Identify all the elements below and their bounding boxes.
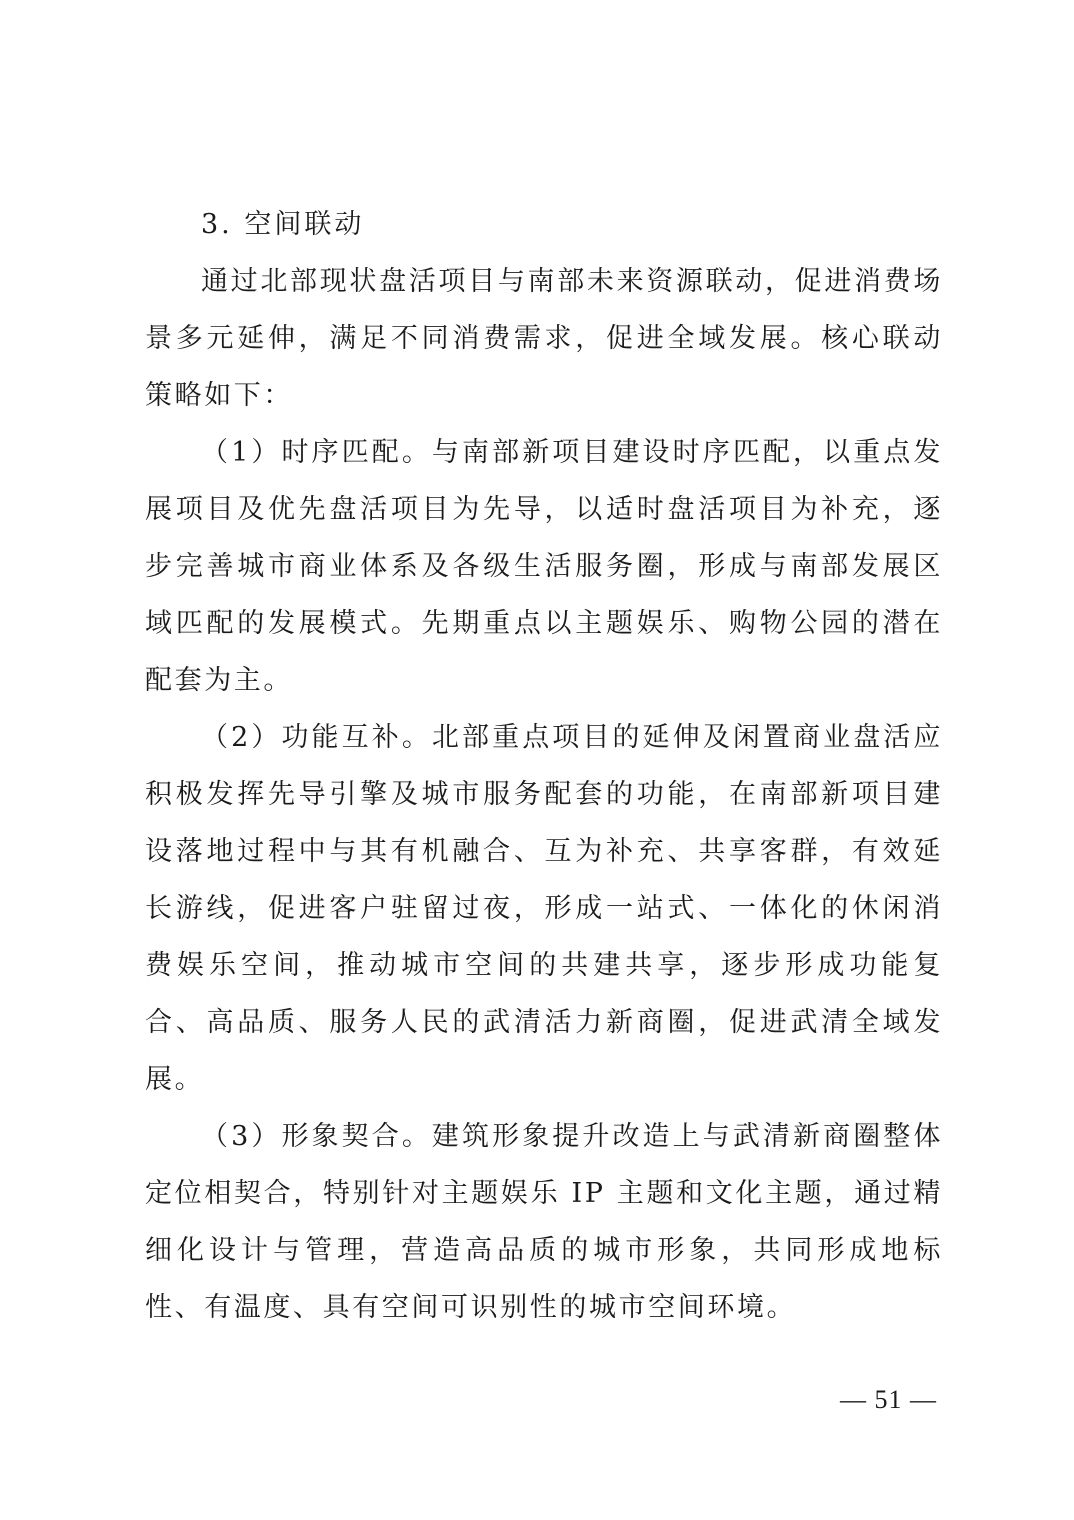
strategy-paragraph-timing: （1）时序匹配。与南部新项目建设时序匹配，以重点发展项目及优先盘活项目为先导，以适时盘活项目为补充，逐步完善城市商业体系及各级生活服务圈，形成与南部发展区域匹配的发展模式。先期重点以主题娱乐、购物公园的潜在配套为主。 [145, 437, 943, 696]
strategy-paragraph-function: （2）功能互补。北部重点项目的延伸及闲置商业盘活应积极发挥先导引擎及城市服务配套的功能，在南部新项目建设落地过程中与其有机融合、互为补充、共享客群，有效延长游线，促进客户驻留过夜，形成一站式、一体化的休闲消费娱乐空间，推动城市空间的共建共享，逐步形成功能复合、高品质、服务人民的武清活力新商圈，促进武清全域发展。 [145, 722, 943, 1095]
strategy-paragraph-image: （3）形象契合。建筑形象提升改造上与武清新商圈整体定位相契合，特别针对主题娱乐 IP 主题和文化主题，通过精细化设计与管理，营造高品质的城市形象，共同形成地标性、有温度、具有空间可识别性的城市空间环境。 [145, 1121, 943, 1323]
document-body [145, 196, 943, 1336]
section-heading: 3. 空间联动 [201, 209, 365, 240]
page-number: — 51 — [840, 1385, 937, 1414]
intro-paragraph: 通过北部现状盘活项目与南部未来资源联动，促进消费场景多元延伸，满足不同消费需求，促进全域发展。核心联动策略如下： [145, 266, 943, 411]
